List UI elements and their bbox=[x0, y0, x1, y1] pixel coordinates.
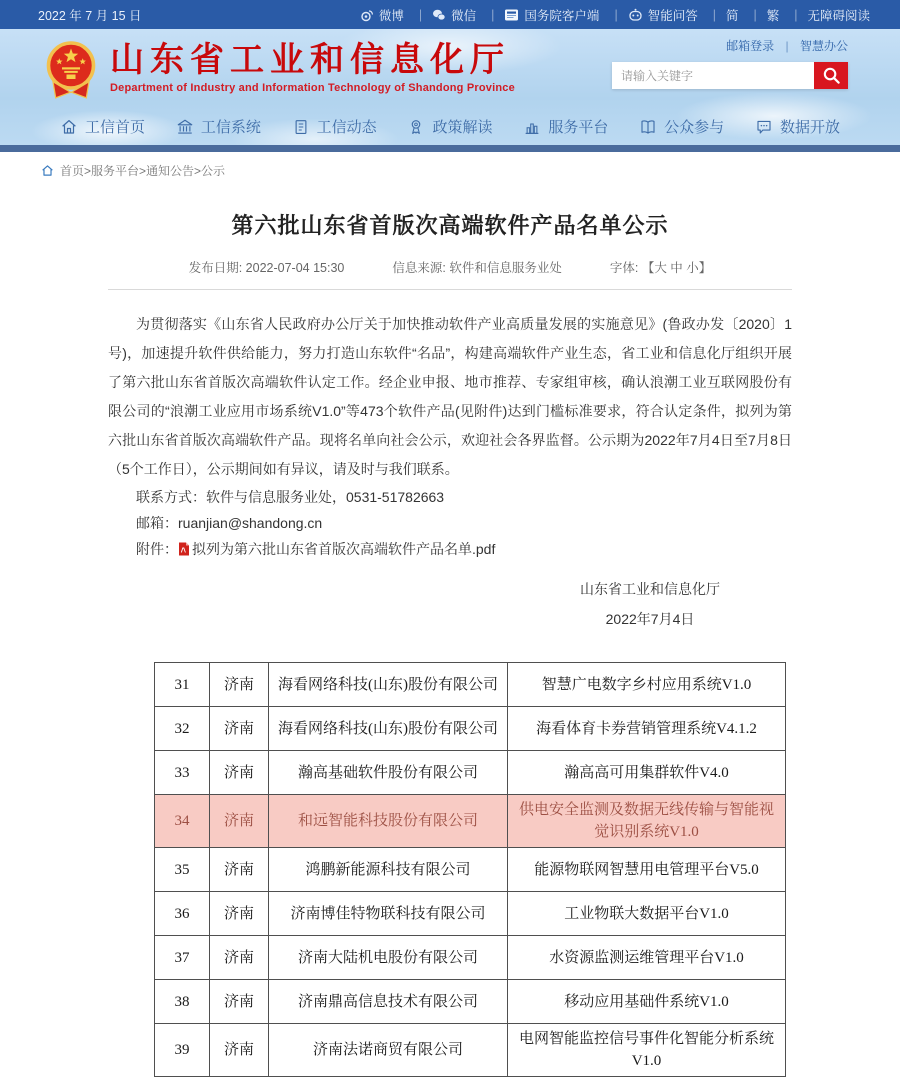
nav-item-label: 数据开放 bbox=[779, 119, 840, 136]
cell-city: 济南 bbox=[210, 707, 269, 751]
signature-date: 2022年7月4日 bbox=[605, 611, 695, 627]
topbar-link-label: 简 bbox=[725, 8, 739, 23]
table-row-highlighted bbox=[155, 795, 786, 848]
email-line bbox=[108, 510, 792, 536]
policy-medal-icon bbox=[407, 118, 425, 136]
current-date: 2022 年 7 月 15 日 bbox=[38, 8, 142, 23]
cell-no: 38 bbox=[155, 980, 210, 1024]
quick-links-separator: | bbox=[785, 39, 789, 53]
product-list-table bbox=[154, 662, 786, 1077]
article-paragraph: 为贯彻落实《山东省人民政府办公厅关于加快推动软件产业高质量发展的实施意见》(鲁政办发〔2020〕1号)，加速提升软件供给能力，努力打造山东软件“名品”，构建高端软件产业生态，省工业和信息化厅组织开展了第六批山东省首版次高端软件认定工作。经企业申报、地市推荐、专家组审核，确认浪潮工业互联网股份有限公司的“浪潮工业应用市场系统V1.0”等473个软件产品(见附件)达到门槛标准要求，符合认定条件，拟列为第六批山东省首版次高端软件产品。现将名单向社会公示，欢迎社会各界监督。公示期为2022年7月4日至7月8日（5个工作日），公示期间如有异议，请及时与我们联系。 bbox=[108, 316, 792, 477]
search-input[interactable] bbox=[612, 62, 814, 89]
topbar-link-gov-client[interactable] bbox=[504, 6, 627, 24]
topbar-link-smart-qa[interactable] bbox=[628, 6, 726, 24]
publish-date-value: 2022-07-04 15:30 bbox=[245, 261, 345, 275]
search-icon bbox=[822, 66, 841, 85]
page-title: 第六批山东省首版次高端软件产品名单公示 bbox=[231, 213, 669, 238]
cell-city: 济南 bbox=[210, 795, 269, 848]
article-content bbox=[108, 209, 792, 1077]
table-row bbox=[155, 1024, 786, 1077]
wechat-icon bbox=[432, 8, 446, 22]
cell-no: 36 bbox=[155, 892, 210, 936]
cell-product: 海看体育卡券营销管理系统V4.1.2 bbox=[508, 707, 786, 751]
data-bubble-icon bbox=[755, 118, 773, 136]
cell-product: 瀚高高可用集群软件V4.0 bbox=[508, 751, 786, 795]
font-size-options[interactable]: 【大 中 小】 bbox=[641, 261, 712, 275]
weibo-icon bbox=[360, 8, 374, 22]
bank-icon bbox=[176, 118, 194, 136]
topbar-link-wechat[interactable] bbox=[432, 6, 504, 24]
nav-item-news[interactable] bbox=[292, 116, 377, 137]
table-row bbox=[155, 751, 786, 795]
cell-product: 供电安全监测及数据无线传输与智能视觉识别系统V1.0 bbox=[508, 795, 786, 848]
cell-product: 水资源监测运维管理平台V1.0 bbox=[508, 936, 786, 980]
nav-item-label: 服务平台 bbox=[548, 119, 609, 136]
breadcrumb-home-icon bbox=[41, 164, 54, 177]
cell-no: 35 bbox=[155, 848, 210, 892]
table-row bbox=[155, 936, 786, 980]
qa-robot-icon bbox=[628, 8, 643, 22]
topbar-link-label: 微信 bbox=[451, 8, 477, 23]
site-name-english: Department of Industry and Information Technology of Shandong Province bbox=[110, 82, 515, 94]
search-button[interactable] bbox=[814, 62, 848, 89]
cell-company: 海看网络科技(山东)股份有限公司 bbox=[269, 663, 508, 707]
cell-no: 32 bbox=[155, 707, 210, 751]
banner-right bbox=[612, 37, 848, 89]
nav-item-system[interactable] bbox=[176, 116, 261, 137]
topbar-link-simplified[interactable] bbox=[726, 6, 767, 24]
cell-company: 济南鼎高信息技术有限公司 bbox=[269, 980, 508, 1024]
cell-company: 济南博佳特物联科技有限公司 bbox=[269, 892, 508, 936]
site-title-block bbox=[110, 43, 515, 94]
cell-no: 34 bbox=[155, 795, 210, 848]
email-address: ruanjian@shandong.cn bbox=[178, 515, 323, 531]
nav-item-public-participation[interactable] bbox=[639, 116, 724, 137]
table-row bbox=[155, 848, 786, 892]
table-row bbox=[155, 980, 786, 1024]
signature-block bbox=[580, 574, 720, 634]
topbar-link-weibo[interactable] bbox=[360, 6, 432, 24]
cell-no: 31 bbox=[155, 663, 210, 707]
email-label: 邮箱： bbox=[136, 515, 178, 531]
font-size-label: 字体: bbox=[609, 261, 639, 275]
nav-item-label: 工信首页 bbox=[85, 119, 146, 136]
top-utility-bar bbox=[0, 0, 900, 29]
quick-links bbox=[612, 37, 848, 54]
info-source bbox=[392, 258, 561, 276]
nav-item-service-platform[interactable] bbox=[523, 116, 608, 137]
info-source-label: 信息来源: bbox=[392, 261, 446, 275]
cell-product: 电网智能监控信号事件化智能分析系统V1.0 bbox=[508, 1024, 786, 1077]
cell-city: 济南 bbox=[210, 892, 269, 936]
table-row bbox=[155, 707, 786, 751]
font-size-control bbox=[610, 258, 711, 276]
cell-city: 济南 bbox=[210, 848, 269, 892]
cell-product: 能源物联网智慧用电管理平台V5.0 bbox=[508, 848, 786, 892]
cell-city: 济南 bbox=[210, 936, 269, 980]
cell-company: 海看网络科技(山东)股份有限公司 bbox=[269, 707, 508, 751]
site-name: 山东省工业和信息化厅 bbox=[110, 42, 510, 79]
topbar-link-label: 繁 bbox=[766, 8, 780, 23]
national-emblem-logo bbox=[44, 40, 98, 100]
nav-item-label: 工信系统 bbox=[200, 119, 261, 136]
cell-no: 37 bbox=[155, 936, 210, 980]
attachment-label: 附件： bbox=[136, 541, 178, 557]
publish-date bbox=[189, 258, 345, 276]
platform-chart-icon bbox=[523, 118, 541, 136]
cell-company: 鸿鹏新能源科技有限公司 bbox=[269, 848, 508, 892]
cell-city: 济南 bbox=[210, 980, 269, 1024]
breadcrumb bbox=[0, 152, 900, 187]
info-source-value: 软件和信息服务业处 bbox=[449, 261, 562, 275]
topbar-link-label: 国务院客户端 bbox=[524, 8, 600, 23]
site-header bbox=[0, 29, 900, 145]
nav-item-label: 政策解读 bbox=[432, 119, 493, 136]
topbar-link-traditional[interactable] bbox=[767, 6, 808, 24]
cell-company: 瀚高基础软件股份有限公司 bbox=[269, 751, 508, 795]
search-box bbox=[612, 62, 848, 89]
home-icon bbox=[60, 118, 78, 136]
cell-company: 济南法诺商贸有限公司 bbox=[269, 1024, 508, 1077]
cell-city: 济南 bbox=[210, 1024, 269, 1077]
cell-product: 智慧广电数字乡村应用系统V1.0 bbox=[508, 663, 786, 707]
nav-item-home[interactable] bbox=[60, 116, 145, 137]
cell-product: 移动应用基础件系统V1.0 bbox=[508, 980, 786, 1024]
cell-company: 济南大陆机电股份有限公司 bbox=[269, 936, 508, 980]
topbar-link-label: 智能问答 bbox=[647, 8, 698, 23]
attachment-link[interactable]: 拟列为第六批山东省首版次高端软件产品名单.pdf bbox=[192, 541, 496, 557]
participation-book-icon bbox=[639, 118, 657, 136]
cell-city: 济南 bbox=[210, 751, 269, 795]
nav-item-policy[interactable] bbox=[407, 116, 492, 137]
main-nav bbox=[0, 108, 900, 145]
signature-org: 山东省工业和信息化厅 bbox=[580, 581, 720, 597]
cell-no: 33 bbox=[155, 751, 210, 795]
article-meta bbox=[108, 258, 792, 290]
mail-login-link[interactable]: 邮箱登录 bbox=[726, 39, 775, 53]
cell-no: 39 bbox=[155, 1024, 210, 1077]
table-row bbox=[155, 892, 786, 936]
contact-line: 联系方式：软件与信息服务业处，0531-51782663 bbox=[136, 489, 445, 505]
topbar-link-label: 无障碍阅读 bbox=[807, 8, 870, 23]
nav-item-label: 工信动态 bbox=[316, 119, 377, 136]
cell-city: 济南 bbox=[210, 663, 269, 707]
cell-company: 和远智能科技股份有限公司 bbox=[269, 795, 508, 848]
banner bbox=[0, 29, 900, 108]
table-row bbox=[155, 663, 786, 707]
topbar-link-label: 微博 bbox=[378, 8, 404, 23]
publish-date-label: 发布日期: bbox=[188, 261, 243, 275]
smart-office-link[interactable]: 智慧办公 bbox=[799, 39, 848, 53]
breadcrumb-path[interactable]: 首页>服务平台>通知公告>公示 bbox=[60, 164, 226, 178]
nav-divider-strip bbox=[0, 145, 900, 152]
nav-item-open-data[interactable] bbox=[755, 116, 840, 137]
attachment-line bbox=[108, 536, 792, 562]
gov-client-icon bbox=[504, 8, 519, 22]
cell-product: 工业物联大数据平台V1.0 bbox=[508, 892, 786, 936]
nav-item-label: 公众参与 bbox=[664, 119, 725, 136]
topbar-link-accessibility[interactable] bbox=[807, 6, 870, 24]
pdf-icon bbox=[178, 542, 190, 556]
news-icon bbox=[292, 118, 310, 136]
topbar-links bbox=[360, 6, 870, 24]
